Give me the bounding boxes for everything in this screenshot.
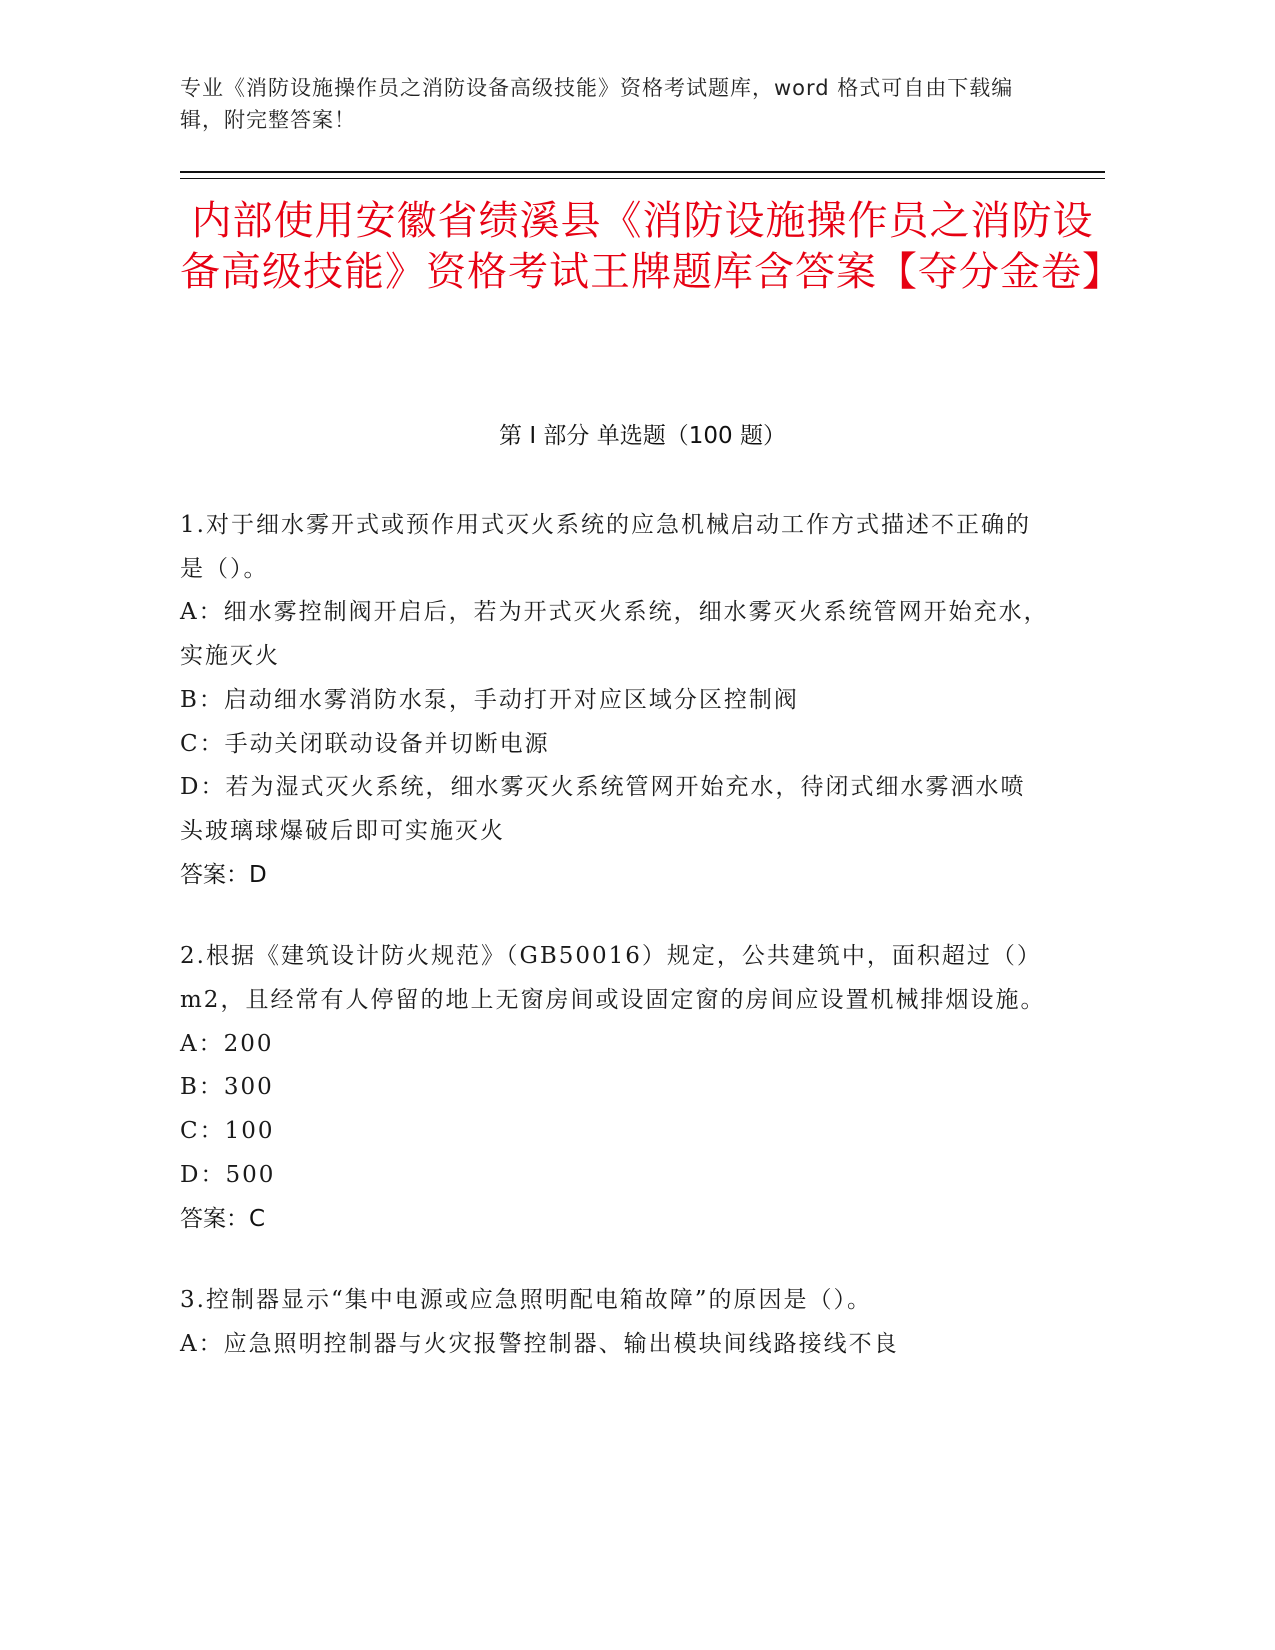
option-c: C：手动关闭联动设备并切断电源 [180,730,550,757]
header-note: 专业《消防设施操作员之消防设备高级技能》资格考试题库，word 格式可自由下载编辑，附完整答案！ [180,76,1014,132]
document-title: 内部使用安徽省绩溪县《消防设施操作员之消防设备高级技能》资格考试王牌题库含答案【夺分金卷】 [180,198,1123,295]
question-text: 2.根据《建筑设计防火规范》（GB50016）规定，公共建筑中，面积超过（）m2，且经常有人停留的地上无窗房间或设固定窗的房间应设置机械排烟设施。 [180,943,1046,1014]
section-heading: 第 I 部分 单选题（100 题） [499,423,786,449]
option-d: D：500 [180,1161,276,1188]
header-rule-thick [180,171,1105,173]
question-list [180,504,1050,1405]
option-b: B：300 [180,1074,274,1101]
question-3 [180,1279,1050,1366]
answer: 答案：D [180,861,267,888]
option-a: A：应急照明控制器与火灾报警控制器、输出模块间线路接线不良 [180,1330,899,1357]
question-1 [180,504,1050,897]
question-2 [180,935,1050,1241]
header-rule-thin [180,178,1105,179]
question-text: 1.对于细水雾开式或预作用式灭火系统的应急机械启动工作方式描述不正确的是（）。 [180,512,1031,582]
option-a: A：细水雾控制阀开启后，若为开式灭火系统，细水雾灭火系统管网开始充水，实施灭火 [180,599,1049,670]
option-a: A：200 [180,1030,274,1057]
answer: 答案：C [180,1205,266,1232]
option-d: D：若为湿式灭火系统，细水雾灭火系统管网开始充水，待闭式细水雾洒水喷头玻璃球爆破后即可实施灭火 [180,774,1026,844]
option-c: C：100 [180,1118,275,1145]
question-text: 3.控制器显示“集中电源或应急照明配电箱故障”的原因是（）。 [180,1287,872,1314]
option-b: B：启动细水雾消防水泵，手动打开对应区域分区控制阀 [180,686,799,713]
